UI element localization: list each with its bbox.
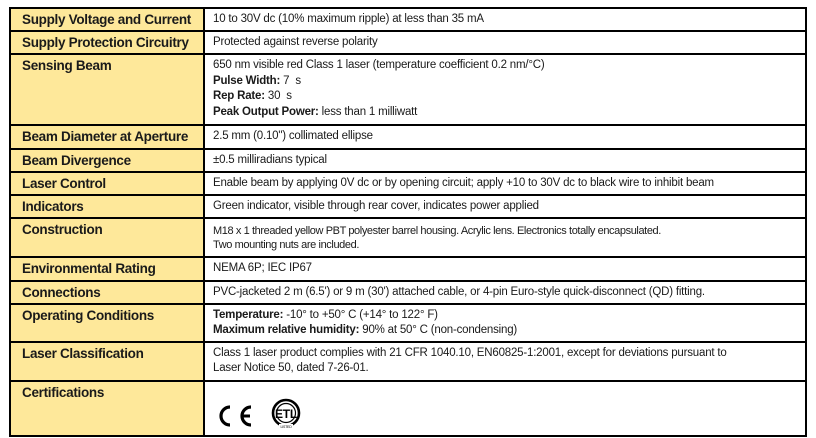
spec-row-environmental-rating [10,257,806,281]
spec-value-line [213,89,805,105]
spec-row-certifications [10,381,806,436]
spec-value-line [213,308,805,323]
spec-value [204,172,806,195]
spec-row-indicators [10,195,806,218]
spec-label: Sensing Beam [10,54,204,125]
spec-value-line: 10 to 30V dc (10% maximum ripple) at less than 35 mA [213,13,484,25]
spec-value [204,8,806,31]
spec-value [204,195,806,218]
spec-label: Supply Voltage and Current [10,8,204,31]
spec-value [204,149,806,172]
spec-value-line: 2.5 mm (0.10") collimated ellipse [213,130,373,142]
spec-label: Operating Conditions [10,304,204,342]
spec-value-line [213,105,805,121]
spec-row-beam-divergence [10,149,806,172]
rep-rate-value: 30 s [264,90,292,102]
spec-value [204,31,806,54]
spec-label: Supply Protection Circuitry [10,31,204,54]
humidity-value: 90% at 50° C (non-condensing) [359,324,518,336]
spec-value-line: Enable beam by applying 0V dc or by opening circuit; apply +10 to 30V dc to black wire to inhibit beam [213,177,714,189]
spec-row-beam-diameter [10,125,806,149]
spec-value-line: 650 nm visible red Class 1 laser (temperature coefficient 0.2 nm/°C) [213,59,545,71]
spec-row-operating-conditions [10,304,806,342]
humidity-key: Maximum relative humidity: [213,324,360,336]
spec-label: Connections [10,281,204,304]
spec-value-line [213,74,805,90]
rep-rate-key: Rep Rate: [213,90,265,102]
svg-text:LISTED: LISTED [280,425,292,429]
pulse-width-key: Pulse Width: [213,74,281,87]
spec-label: Construction [10,218,204,257]
spec-label: Beam Divergence [10,149,204,172]
spec-value-line: NEMA 6P; IEC IP67 [213,262,312,274]
spec-value [204,281,806,304]
pulse-width-value: 7 s [280,74,301,87]
spec-label: Indicators [10,195,204,218]
spec-row-laser-control [10,172,806,195]
specifications-table [9,7,807,437]
svg-text:ETL: ETL [274,407,298,421]
spec-label: Environmental Rating [10,257,204,281]
spec-value [204,54,806,125]
spec-row-connections [10,281,806,304]
spec-value-line: Two mounting nuts are included. [213,239,359,251]
spec-value-line: M18 x 1 threaded yellow PBT polyester barrel housing. Acrylic lens. Electronics totally encapsulated. [213,225,661,237]
temperature-value: -10° to +50° C (+14° to 122° F) [283,309,438,321]
spec-label: Laser Control [10,172,204,195]
spec-row-construction [10,218,806,257]
peak-output-power-key: Peak Output Power: [213,105,319,118]
spec-value [204,257,806,281]
etl-listed-icon [270,398,302,435]
spec-label: Beam Diameter at Aperture [10,125,204,149]
peak-output-power-value: less than 1 milliwatt [318,105,418,118]
spec-label: Certifications [10,381,204,436]
spec-value-line: Laser Notice 50, dated 7-26-01. [213,362,369,374]
temperature-key: Temperature: [213,309,284,321]
spec-row-sensing-beam [10,54,806,125]
spec-value-line: Protected against reverse polarity [213,36,378,48]
certification-icons [213,385,805,435]
spec-value [204,304,806,342]
spec-value-line: Class 1 laser product complies with 21 CFR 1040.10, EN60825-1:2001, except for deviations pursuant to [213,347,727,359]
spec-value [204,125,806,149]
spec-value [204,218,806,257]
spec-row-supply-protection [10,31,806,54]
spec-value [204,381,806,436]
spec-value-line: PVC-jacketed 2 m (6.5') or 9 m (30') attached cable, or 4-pin Euro-style quick-disconnect (QD) fitting. [213,286,705,298]
spec-value-line: Green indicator, visible through rear cover, indicates power applied [213,200,539,212]
spec-row-laser-classification [10,342,806,381]
spec-value-line [213,323,805,338]
spec-value [204,342,806,381]
spec-value-line: ±0.5 milliradians typical [213,154,327,166]
spec-row-supply-voltage [10,8,806,31]
spec-label: Laser Classification [10,342,204,381]
ce-mark-icon [216,404,256,428]
